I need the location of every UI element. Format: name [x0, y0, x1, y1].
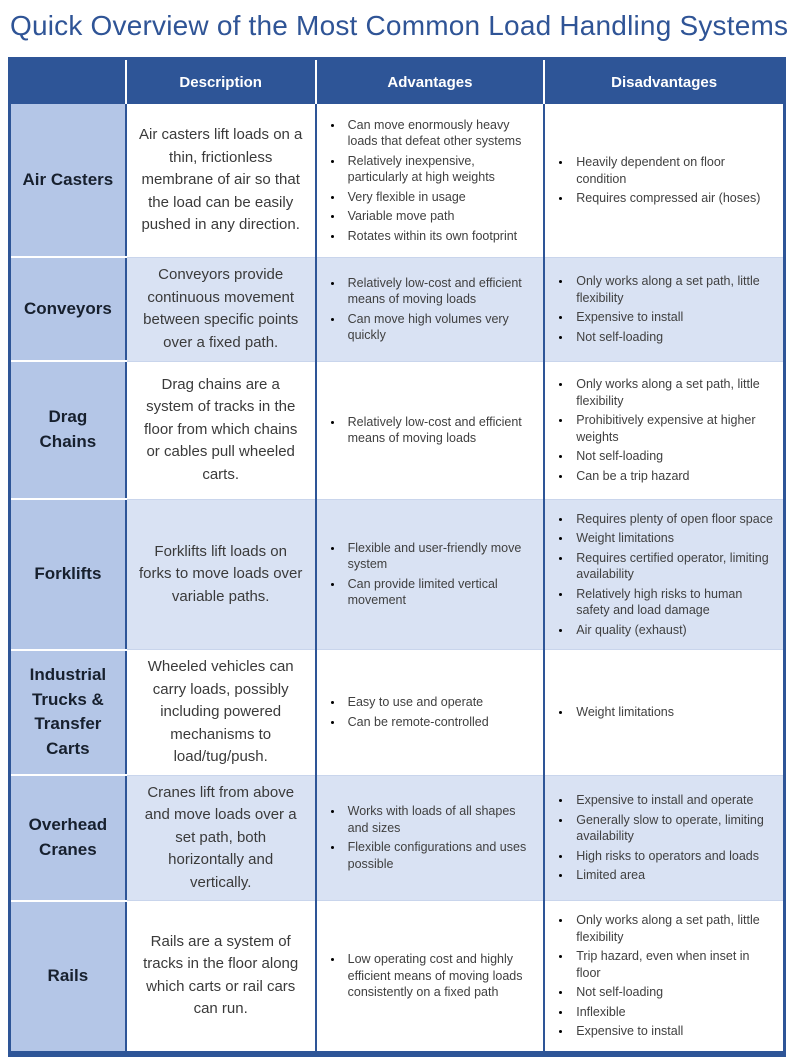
bullet-item: • Heavily dependent on floor condition [572, 154, 773, 187]
table-row-drag-chains [10, 361, 785, 499]
advantages-list [327, 540, 534, 609]
bullet-item: • Only works along a set path, little flexibility [572, 273, 773, 306]
row-description: Conveyors provide continuous movement between specific points over a fixed path. [126, 257, 316, 361]
advantages-list [327, 694, 534, 730]
disadvantages-list [555, 511, 773, 639]
table-row-air-casters [10, 104, 785, 257]
advantages-list [327, 117, 534, 245]
bullet-item: • Inflexible [572, 1004, 773, 1021]
row-description: Drag chains are a system of tracks in the floor from which chains or cables pull wheeled carts. [126, 361, 316, 499]
row-label: Air Casters [10, 104, 126, 257]
row-label: Forklifts [10, 499, 126, 650]
row-label: Conveyors [10, 257, 126, 361]
bullet-item: • Variable move path [344, 208, 534, 225]
row-label: Rails [10, 901, 126, 1054]
bullet-item: • Expensive to install [572, 1023, 773, 1040]
header-disadvantages: Disadvantages [544, 59, 784, 105]
bullet-item: • Can provide limited vertical movement [344, 576, 534, 609]
bullet-item: • Not self-loading [572, 984, 773, 1001]
header-advantages: Advantages [316, 59, 545, 105]
advantages-list [327, 414, 534, 447]
bullet-item: • Only works along a set path, little flexibility [572, 376, 773, 409]
bullet-item: • Trip hazard, even when inset in floor [572, 948, 773, 981]
advantages-list [327, 803, 534, 872]
advantages-list [327, 275, 534, 344]
bullet-item: • Relatively inexpensive, particularly at high weights [344, 153, 534, 186]
bullet-item: • Generally slow to operate, limiting availability [572, 812, 773, 845]
bullet-item: • Rotates within its own footprint [344, 228, 534, 245]
bullet-item: • Requires plenty of open floor space [572, 511, 773, 528]
bullet-item: • Works with loads of all shapes and sizes [344, 803, 534, 836]
bullet-item: • Air quality (exhaust) [572, 622, 773, 639]
bullet-item: • Flexible configurations and uses possible [344, 839, 534, 872]
row-label: Overhead Cranes [10, 775, 126, 901]
table-row-conveyors [10, 257, 785, 361]
table-row-overhead-cranes [10, 775, 785, 901]
bullet-item: • Can be a trip hazard [572, 468, 773, 485]
row-description: Air casters lift loads on a thin, frictionless membrane of air so that the load can be easily pushed in any direction. [126, 104, 316, 257]
row-label: Drag Chains [10, 361, 126, 499]
bullet-item: • Can be remote-controlled [344, 714, 534, 731]
table-header-row [10, 59, 785, 105]
header-description: Description [126, 59, 316, 105]
bullet-item: • Very flexible in usage [344, 189, 534, 206]
bullet-item: • Flexible and user-friendly move system [344, 540, 534, 573]
disadvantages-list [555, 154, 773, 207]
table-row-industrial-trucks [10, 650, 785, 776]
disadvantages-list [555, 912, 773, 1040]
row-description: Forklifts lift loads on forks to move loads over variable paths. [126, 499, 316, 650]
row-label: Industrial Trucks & Transfer Carts [10, 650, 126, 776]
row-description: Wheeled vehicles can carry loads, possibly including powered mechanisms to load/tug/push. [126, 650, 316, 776]
bullet-item: • Relatively low-cost and efficient means of moving loads [344, 275, 534, 308]
disadvantages-list [555, 273, 773, 345]
bullet-item: • Easy to use and operate [344, 694, 534, 711]
advantages-list [327, 951, 534, 1001]
bullet-item: • Expensive to install [572, 309, 773, 326]
row-description: Cranes lift from above and move loads over a set path, both horizontally and vertically. [126, 775, 316, 901]
bullet-item: • Relatively high risks to human safety and load damage [572, 586, 773, 619]
bullet-item: • Low operating cost and highly efficient means of moving loads consistently on a fixed path [344, 951, 534, 1001]
bullet-item: • High risks to operators and loads [572, 848, 773, 865]
disadvantages-list [555, 376, 773, 484]
disadvantages-list [555, 792, 773, 884]
disadvantages-list [555, 704, 773, 721]
bullet-item: • Can move high volumes very quickly [344, 311, 534, 344]
row-description: Rails are a system of tracks in the floor along which carts or rail cars can run. [126, 901, 316, 1054]
bullet-item: • Can move enormously heavy loads that defeat other systems [344, 117, 534, 150]
load-handling-table [8, 57, 786, 1057]
table-row-rails [10, 901, 785, 1054]
page-title: Quick Overview of the Most Common Load Handling Systems [10, 10, 789, 41]
bullet-item: • Only works along a set path, little flexibility [572, 912, 773, 945]
bullet-item: • Requires certified operator, limiting availability [572, 550, 773, 583]
bullet-item: • Expensive to install and operate [572, 792, 773, 809]
bullet-item: • Relatively low-cost and efficient means of moving loads [344, 414, 534, 447]
bullet-item: • Not self-loading [572, 329, 773, 346]
bullet-item: • Not self-loading [572, 448, 773, 465]
header-empty-cell [10, 59, 126, 105]
table-row-forklifts [10, 499, 785, 650]
bullet-item: • Limited area [572, 867, 773, 884]
bullet-item: • Prohibitively expensive at higher weights [572, 412, 773, 445]
bullet-item: • Weight limitations [572, 704, 773, 721]
bullet-item: • Weight limitations [572, 530, 773, 547]
bullet-item: • Requires compressed air (hoses) [572, 190, 773, 207]
